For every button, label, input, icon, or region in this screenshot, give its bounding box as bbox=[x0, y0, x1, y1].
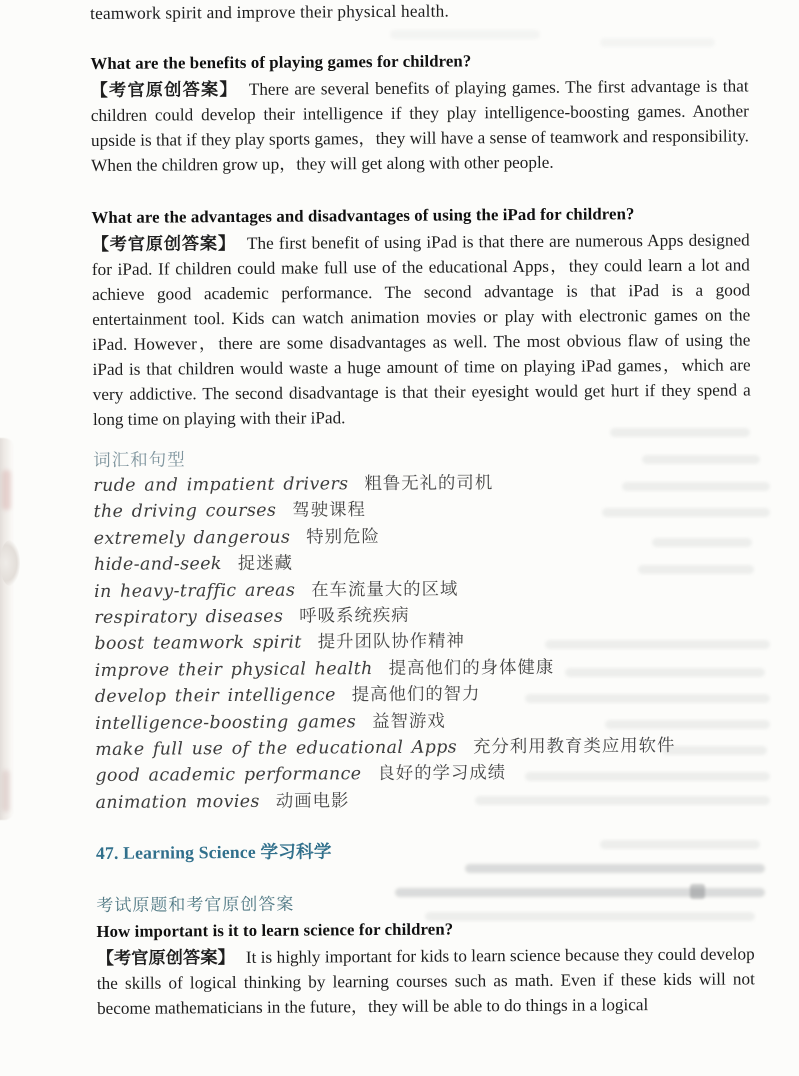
vocab-english: make full use of the educational Apps bbox=[95, 737, 458, 761]
page-content bbox=[90, 0, 755, 1021]
question-heading-ipad: What are the advantages and disadvantages of using the iPad for children? bbox=[91, 204, 635, 227]
vocab-english: improve their physical health bbox=[94, 658, 373, 681]
vocab-chinese: 良好的学习成绩 bbox=[377, 762, 507, 784]
vocab-chinese: 提升团队协作精神 bbox=[317, 630, 465, 652]
vocab-chinese: 提高他们的身体健康 bbox=[388, 656, 555, 678]
page-edge-tint-artifact bbox=[2, 770, 10, 812]
question-heading-benefits-games: What are the benefits of playing games for children? bbox=[90, 51, 472, 73]
vocab-chinese: 益智游戏 bbox=[372, 710, 446, 731]
page-edge-bump-artifact bbox=[0, 540, 20, 586]
vocab-english: respiratory diseases bbox=[94, 606, 284, 629]
vocab-english: hide-and-seek bbox=[93, 554, 222, 576]
answer-text: The first benefit of using iPad is that there are numerous Apps designed for iPad. If children could make full use of the educational Apps，they could learn a lot and achieve good academic performance. The second advantage is that iPad is a good entertainment tool. Kids can watch animation movies or play with electronic games on the iPad. However，there are some disadvantages as well. The most obvious flaw of using the iPad is that children would waste a huge amount of time on playing iPad games，which are very addictive. The second disadvantage is that their eyesight would get hurt if they spend a long time on playing with their iPad. bbox=[91, 230, 751, 429]
question-heading-learn-science: How important is it to learn science for children? bbox=[96, 919, 454, 942]
examiner-answer-label: 【考官原创答案】 bbox=[90, 79, 238, 100]
vocab-row bbox=[96, 785, 754, 816]
vocab-english: intelligence-boosting games bbox=[94, 711, 357, 734]
vocab-chinese: 驾驶课程 bbox=[292, 499, 366, 521]
vocab-english: animation movies bbox=[95, 791, 260, 813]
continued-paragraph-line: teamwork spirit and improve their physical health. bbox=[90, 1, 450, 23]
vocab-row bbox=[95, 732, 753, 763]
vocab-chinese: 粗鲁无礼的司机 bbox=[364, 472, 494, 494]
vocab-chinese: 在车流量大的区域 bbox=[311, 578, 459, 600]
vocab-chinese: 捉迷藏 bbox=[237, 552, 294, 574]
vocab-english: the driving courses bbox=[93, 501, 277, 523]
answer-text: It is highly important for kids to learn science because they could develop the skills of logical thinking by learning courses such as math. Even if these kids will not become mathematicians in the future，they will be able to do things in a logical bbox=[96, 944, 755, 1019]
examiner-answer-label: 【考官原创答案】 bbox=[96, 948, 235, 969]
section-heading-learning-science: 47. Learning Science 学习科学 bbox=[95, 841, 332, 864]
vocab-english: develop their intelligence bbox=[94, 685, 336, 708]
vocab-chinese: 提高他们的智力 bbox=[351, 683, 481, 705]
answer-paragraph-learn-science bbox=[97, 942, 756, 1022]
vocab-section-heading: 词汇和句型 bbox=[93, 449, 186, 470]
vocab-english: extremely dangerous bbox=[93, 527, 291, 549]
vocab-chinese: 特别危险 bbox=[306, 525, 380, 547]
vocab-english: rude and impatient drivers bbox=[93, 474, 349, 496]
vocab-chinese: 动画电影 bbox=[275, 790, 350, 811]
answer-paragraph-benefits-games bbox=[91, 73, 750, 178]
vocab-english: in heavy-traffic areas bbox=[94, 580, 296, 602]
section-subheading: 考试原题和考官原创答案 bbox=[96, 894, 295, 916]
vocab-english: good academic performance bbox=[95, 764, 362, 787]
vocab-chinese: 充分利用教育类应用软件 bbox=[472, 734, 676, 757]
vocab-list bbox=[93, 468, 753, 816]
vocab-english: boost teamwork spirit bbox=[94, 632, 302, 655]
vocab-chinese: 呼吸系统疾病 bbox=[299, 604, 410, 626]
examiner-answer-label: 【考官原创答案】 bbox=[91, 233, 237, 254]
page-edge-tint-artifact bbox=[2, 470, 11, 510]
answer-paragraph-ipad bbox=[92, 227, 751, 432]
answer-text: There are several benefits of playing games. The first advantage is that children could develop their intelligence if they play intelligence-boosting games. Another upside is that if they play sports games，they will have a sense of teamwork and responsibility. When the children grow up，they will get along with other people. bbox=[90, 76, 750, 175]
